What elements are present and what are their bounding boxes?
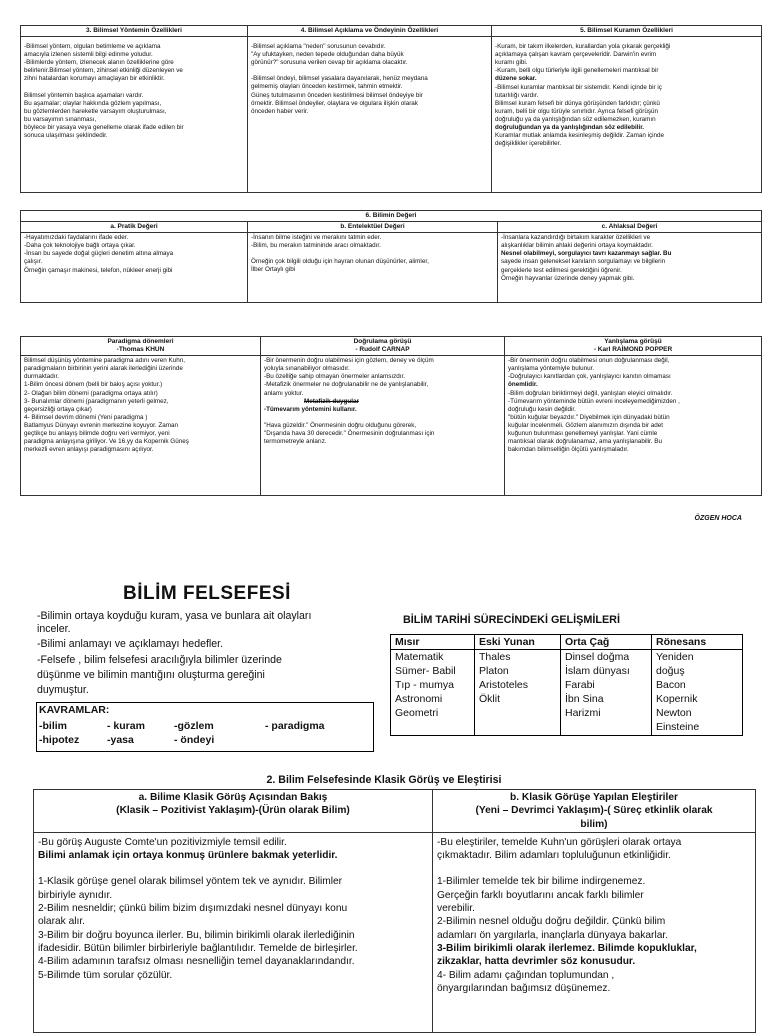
text-line: alışkanlıklar bilimin ahlaki değerini ortaya koymaktadır.	[501, 242, 653, 250]
text-line: kuramı gibi.	[495, 59, 528, 67]
history-item: Öklit	[479, 693, 500, 705]
history-item: Aristoteles	[479, 679, 529, 691]
header-line: a. Bilime Klasik Görüş Açısından Bakış	[138, 792, 328, 803]
text-line: 4-Bilim adamının tarafsız olması nesnelliğin temel dayanaklarındandır.	[38, 956, 355, 968]
practical-value-cell	[21, 233, 248, 303]
text-line: Batlamyus Dünyayı evrenin merkezine koyuyor. Zaman	[24, 421, 178, 429]
intro-text	[37, 610, 377, 697]
history-item: Harizmi	[565, 707, 601, 719]
practical-value-header: a. Pratik Değeri	[21, 222, 248, 233]
history-item: Bacon	[656, 679, 686, 691]
text-line	[38, 862, 428, 875]
text-line: verebilir.	[437, 903, 475, 915]
text-line: -Hayatımızdaki faydalarını ifade eder.	[24, 234, 129, 242]
author-signature: ÖZGEN HOCA	[694, 515, 742, 522]
text-line: paradigmaların birbirinin yerini alarak ilerlediğini üzerinde	[24, 365, 183, 373]
concepts-row	[37, 733, 373, 747]
history-item: Platon	[479, 665, 509, 677]
text-line: yoluyla sınanabiliyor olmasıdır.	[264, 365, 350, 373]
text-line	[264, 414, 501, 422]
history-item: Matematik	[395, 651, 444, 663]
theory-features-header: 5. Bilimsel Kuramın Özellikleri	[492, 26, 762, 37]
text-line: 3- Bunalımlar dönemi (paradigmanın yeterli gelmez,	[24, 397, 169, 405]
text-line	[437, 862, 751, 875]
text-line: Bilimsel yöntemin başlıca aşamaları vardır.	[24, 91, 144, 99]
text-line: kuram, belli bir olgu türüyle sınırlıdır. Ayrıca felsefi görüşün	[495, 107, 658, 115]
concept-item: - paradigma	[265, 720, 325, 732]
text-line: -Bu özelliğe sahip olmayan önermeler anlamsızdır.	[264, 373, 406, 381]
text-line: bakımdan bilimselliğin ölçütü yanlışmaladır.	[508, 446, 629, 454]
text-line: -İnsanlara kazandırdığı birtakım karakter özellikleri ve	[501, 234, 651, 242]
header-line: (Yeni – Devrimci Yaklaşım)-( Süreç etkinlik olarak	[475, 805, 713, 817]
concepts-row	[37, 719, 373, 733]
value-table-title: 6. Bilimin Değeri	[21, 211, 762, 222]
text-line: önyargılarından bağımsız düşünemez.	[437, 982, 611, 994]
concepts-box	[36, 702, 374, 752]
text-line: böylece bir yasaya veya genelleme olarak ifade edilen bir	[24, 123, 184, 131]
method-features-header: 3. Bilimsel Yöntemin Özellikleri	[21, 26, 248, 37]
text-line: 1-Klasik görüşe genel olarak bilimsel yöntem tek ve aynıdır. Bilimler	[38, 876, 343, 888]
text-line: bu varsayımın sınanması,	[24, 115, 97, 123]
features-table	[20, 25, 762, 193]
concept-item: -bilim	[39, 720, 67, 732]
concepts-heading: KAVRAMLAR:	[39, 704, 110, 716]
text-line: -Bilimlerde yöntem, izlenecek alanın özelliklerine göre	[24, 59, 174, 67]
header-line: b. Klasik Görüşe Yapılan Eleştiriler	[510, 792, 678, 803]
theory-features-cell	[492, 37, 762, 193]
text-line: Örneğin hayvanlar üzerinde deney yapmak gibi.	[501, 274, 635, 282]
verification-cell	[261, 356, 505, 496]
text-line: -İnsan bu sayede doğal güçleri denetim altına almaya	[24, 250, 174, 258]
text-line: açıklamaya çalışan kavram çerçeveleridir. Darwin'in evrim	[495, 51, 657, 59]
classic-section-title: 2. Bilim Felsefesinde Klasik Görüş ve Eleştirisi	[266, 774, 502, 786]
text-line: Bu aşamalar; olaylar hakkında gözlem yapılması,	[24, 99, 162, 107]
history-item: Einsteine	[656, 721, 700, 733]
critique-cell	[433, 832, 756, 1032]
text-line: -Bu görüş Auguste Comte'un pozitivizmiyle temsil edilir.	[38, 836, 287, 848]
text-line: Bilimsel düşünüş yöntemine paradigma adını veren Kuhn,	[24, 357, 186, 365]
text-line: Örneğin çamaşır makinesi, telefon, nükleer enerji gibi	[24, 266, 173, 274]
text-line: bu gözlemlerden hareketle varsayım oluşturulması,	[24, 107, 167, 115]
header-line: - Rudolf CARNAP	[355, 346, 410, 354]
text-line: Bilimsel kuram felsefi bir dünya görüşünden farklıdır; çünkü	[495, 99, 660, 107]
text-line: -Daha çok teknolojiye bağlı ortaya çıkar.	[24, 242, 136, 250]
intellectual-value-cell	[248, 233, 498, 303]
text-line: merkezli evren anlayışı paradigmasını açılıyor.	[24, 446, 154, 454]
text-line: doğruluğu kesin değildir.	[508, 405, 576, 413]
concept-item: -hipotez	[39, 734, 80, 746]
history-item: İbn Sina	[565, 693, 604, 705]
text-line: sonuca ulaşılması şeklindedir.	[24, 132, 108, 140]
text-line: paradigma anlayışına giriliyor. Ve 16.yy da Kopernik Güneş	[24, 438, 189, 446]
text-line: mantıksal olarak doğrulanamaz, ama yanlışlanabilir. Bu	[508, 438, 663, 446]
text-line: tutarlılığı vardır.	[495, 91, 539, 99]
text-line: amacıyla izlenen sistemli bilgi edinme yoludur.	[24, 51, 153, 59]
concept-item: - öndeyi	[174, 734, 215, 746]
text-line: doğruluğundan ya da yanlışlığından söz edilebilir.	[495, 124, 645, 132]
text-line: sayede insan geleneksel kanıların sorgulamayı ve bilgilerin	[501, 258, 666, 266]
classic-view-table	[33, 789, 756, 1033]
text-line: doğruluğu ya da yanlışlığından söz edilemezken, kuramın	[495, 115, 656, 123]
text-line: 4- Bilim adamı çağından toplumundan ,	[437, 969, 615, 981]
falsification-cell	[505, 356, 762, 496]
history-item: Farabi	[565, 679, 595, 691]
views-table	[20, 336, 762, 496]
history-header: Rönesans	[652, 635, 743, 650]
text-line: 3-Bilim birikimli olarak ilerlemez. Bilimde kopukluklar,	[437, 942, 697, 954]
text-line	[24, 84, 244, 92]
text-line: çalışır.	[24, 258, 43, 266]
header-line: (Klasik – Pozitivist Yaklaşım)-(Ürün olarak Bilim)	[116, 805, 350, 817]
text-line: -Bilimsel kuramlar mantıksal bir sistemdir. Kendi içinde bir iç	[495, 83, 662, 91]
text-line: -Bilim doğruları biriktirmeyi değil, yanlışları eleyici olmalıdır.	[508, 389, 673, 397]
falsification-header	[505, 337, 762, 356]
history-item: Thales	[479, 651, 511, 663]
text-line: "Hava güzeldir." Önermesinin doğru olduğunu görerek,	[264, 421, 417, 429]
method-features-cell	[21, 37, 248, 193]
text-line: önceden haber verir.	[251, 107, 309, 115]
classic-view-header	[34, 790, 433, 833]
text-line: -Bilimsel açıklama "neden" sorusunun cevabıdır.	[251, 43, 386, 51]
text-line: çıkmaktadır. Bilim adamları topluluğunun etkinliğidir.	[437, 850, 671, 862]
text-line: kuğular incelenmeli. Gözlem alanımızın dışında bir adet	[508, 421, 664, 429]
text-line: 2- Olağan bilim dönemi (paradigma ortaya atılır)	[24, 389, 158, 397]
text-line: Gerçeğin farklı boyutlarını ancak farklı bilimler	[437, 889, 644, 901]
text-line: "Ay ufuktayken, neden tepede olduğundan daha büyük	[251, 51, 404, 59]
text-line: -Bilimsel öndeyi, bilimsel yasalara dayanılarak, henüz meydana	[251, 75, 428, 83]
text-line: görünür?" sorusuna verilen cevap bir açıklama olacaktır.	[251, 59, 408, 67]
text-line: birbiriyle aynıdır.	[38, 889, 113, 901]
text-line: Metafizik duygular	[304, 397, 359, 405]
history-item: Yeniden	[656, 651, 694, 663]
text-line: zihni hatalardan korumayı amaçlayan bir etkinliktir.	[24, 75, 165, 83]
text-line: gerçeklerle test edilmesi gerektiğini öğrenir.	[501, 266, 622, 274]
text-line: zikzaklar, hatta devrimler söz konusudur.	[437, 956, 636, 968]
header-line: - Karl RAİMOND POPPER	[593, 346, 673, 354]
history-item: Newton	[656, 707, 692, 719]
text-line: -Kuram, bir takım ilkelerden, kurallardan yola çıkarak gerçekliği	[495, 43, 671, 51]
text-line: 1-Bilim öncesi dönem (belli bir bakış açısı yoktur.)	[24, 381, 163, 389]
text-line: Nesnel olabilmeyi, sorgulayıcı tavrı kazanmayı sağlar. Bu	[501, 250, 672, 258]
intro-line: -Bilimin ortaya koyduğu kuram, yasa ve bunlara ait olayları	[37, 610, 312, 622]
text-line: Kuramlar mutlak anlamda kesinleşmiş değildir. Zaman içinde	[495, 132, 665, 140]
intro-line: -Bilimi anlamayı ve açıklamayı hedefler.	[37, 638, 224, 651]
text-line: 2-Bilim nesneldir; çünkü bilim bizim dışımızdaki nesnel dünyayı konu	[38, 903, 348, 915]
concept-item: -yasa	[107, 734, 134, 746]
text-line: -Bir önermenin doğru olabilmesi için gözlem, deney ve ölçüm	[264, 357, 434, 365]
history-item: Sümer- Babil	[395, 665, 456, 677]
text-line: Örneğin çok bilgili olduğu için hayran olunan düşünürler, alimler,	[251, 258, 429, 266]
concept-item: -gözlem	[174, 720, 214, 732]
text-line: belirlenir.Bilimsel yöntem, zihinsel etkinliği düzenleyen ve	[24, 67, 183, 75]
history-header: Eski Yunan	[475, 635, 561, 650]
paradigm-header	[21, 337, 261, 356]
text-line: kuğunun bulunması genellemeyi yanlışlar. Yani cümle	[508, 430, 658, 438]
text-line: -Metafizik önermeler ne doğrulanabilir ne de yanlışlanabilir,	[264, 381, 429, 389]
text-line: -Doğrulayıcı kanıtlardan çok, yanlışlayıcı kanıtın olmaması	[508, 373, 671, 381]
moral-value-cell	[498, 233, 762, 303]
moral-value-header: c. Ahlaksal Değeri	[498, 222, 762, 233]
history-header: Orta Çağ	[561, 635, 652, 650]
header-line: Paradigma dönemleri	[107, 338, 174, 345]
history-item: Geometri	[395, 707, 439, 719]
concept-item: - kuram	[107, 720, 145, 732]
text-line: gelmemiş olayları önceden kestirmek, tahmin etmektir.	[251, 83, 403, 91]
text-line: -Tümevarım yöntemini kullanır.	[264, 405, 357, 413]
text-line: 2-Bilimin nesnel olduğu doğru değildir. Çünkü bilim	[437, 916, 666, 928]
intellectual-value-header: b. Entelektüel Değeri	[248, 222, 498, 233]
text-line: adamları ön yargılarla, inançlarla dünyaya bakarlar.	[437, 929, 669, 941]
text-line: termometreyle anlarız.	[264, 438, 327, 446]
text-line: yanlışlama yöntemiyle bulunur.	[508, 365, 595, 373]
text-line: ifadesidir. Bütün bilimler birbirleriyle bağlantılıdır. Temelde de birleşirler.	[38, 942, 358, 954]
text-line: örnektir. Bilimsel öndeyiler, olaylara ve olgulara ilişkin olarak	[251, 99, 418, 107]
intro-line: düşünme ve bilimin mantığını oluşturma gereğini	[37, 668, 265, 681]
header-line: Yanlışlama görüşü	[604, 338, 662, 345]
explanation-features-header: 4. Bilimsel Açıklama ve Öndeyinin Özellikleri	[248, 26, 492, 37]
text-line: 5-Bilimde tüm sorular çözülür.	[38, 969, 173, 981]
intro-line: inceler.	[37, 623, 71, 636]
text-line: geçtikçe bu anlayış bilimde doğru veri vermiyor, yeni	[24, 430, 170, 438]
text-line: -Bilimsel yöntem, olguları betimleme ve açıklama	[24, 43, 161, 51]
text-line: -Bilim, bu merakın tatmininde aracı olmaktadır.	[251, 242, 381, 250]
text-line: anlamı yoktur.	[264, 389, 304, 397]
history-table	[390, 634, 743, 736]
value-table	[20, 210, 762, 303]
header-line: -Thomas KHUN	[116, 346, 165, 354]
paradigm-cell	[21, 356, 261, 496]
intro-line: duymuştur.	[37, 684, 89, 697]
header-line: Doğrulama görüşü	[353, 338, 412, 345]
text-line: 4- Bilimsel devrim dönemi (Yeni paradigma )	[24, 413, 148, 421]
history-item: doğuş	[656, 665, 685, 677]
critique-header	[433, 790, 756, 833]
history-item: Tıp - mumya	[395, 679, 454, 691]
history-title: BİLİM TARİHİ SÜRECİNDEKİ GELİŞMİLERİ	[403, 614, 620, 626]
classic-view-cell	[34, 832, 433, 1032]
explanation-features-cell	[248, 37, 492, 193]
history-item: Kopernik	[656, 693, 698, 705]
intro-line: -Felsefe , bilim felsefesi aracılığıyla bilimler üzerinde	[37, 653, 282, 666]
history-item: Astronomi	[395, 693, 443, 705]
history-header: Mısır	[391, 635, 475, 650]
text-line: Bilimi anlamak için ortaya konmuş ürünlere bakmak yeterlidir.	[38, 850, 338, 862]
text-line	[251, 67, 488, 75]
history-item: İslam dünyası	[565, 665, 630, 677]
egypt-cell	[391, 650, 475, 736]
text-line: 3-Bilim bir doğru boyunca ilerler. Bu, bilimin birikimli olarak ilerlediğinin	[38, 929, 355, 941]
text-line: -İnsanın bilme isteğini ve merakını tatmin eder.	[251, 234, 382, 242]
text-line: "Dışarıda hava 30 derecedir." Önermesinin doğrulanması için	[264, 429, 435, 437]
verification-header	[261, 337, 505, 356]
text-line: -Bu eleştiriler, temelde Kuhn'un görüşleri olarak ortaya	[437, 836, 682, 848]
header-line: bilim)	[580, 818, 608, 830]
page-title: BİLİM FELSEFESİ	[123, 583, 291, 604]
text-line: durmaktadır.	[24, 373, 59, 381]
text-line: "bütün kuğular beyazdır." Diyebilmek için dünyadaki bütün	[508, 413, 670, 421]
text-line: geçersizliği ortaya çıkar)	[24, 405, 92, 413]
text-line: -Bir önermenin doğru olabilmesi onun doğrulanması değil,	[508, 357, 670, 365]
text-line: önemlidir.	[508, 381, 538, 389]
text-line: -Tümevarım yönteminde bütün evreni inceleyemediğimizden ,	[508, 397, 680, 405]
ancient-greece-cell	[475, 650, 561, 736]
text-line: Güneş tutulmasının önceden kestirilmesi bilimsel öndeyiye bir	[251, 91, 423, 99]
text-line: düzene sokar.	[495, 75, 537, 83]
history-item: Dinsel doğma	[565, 651, 630, 663]
renaissance-cell	[652, 650, 743, 736]
text-line: 1-Bilimler temelde tek bir bilime indirgenemez.	[437, 876, 646, 888]
text-line: değişiklikler içerebilirler.	[495, 140, 562, 148]
middle-ages-cell	[561, 650, 652, 736]
text-line: İlber Ortaylı gibi	[251, 266, 296, 274]
text-line: olarak alır.	[38, 916, 85, 928]
text-line: -Kuram, belli olgu türleriyle ilgili genellemeleri mantıksal bir	[495, 67, 659, 75]
